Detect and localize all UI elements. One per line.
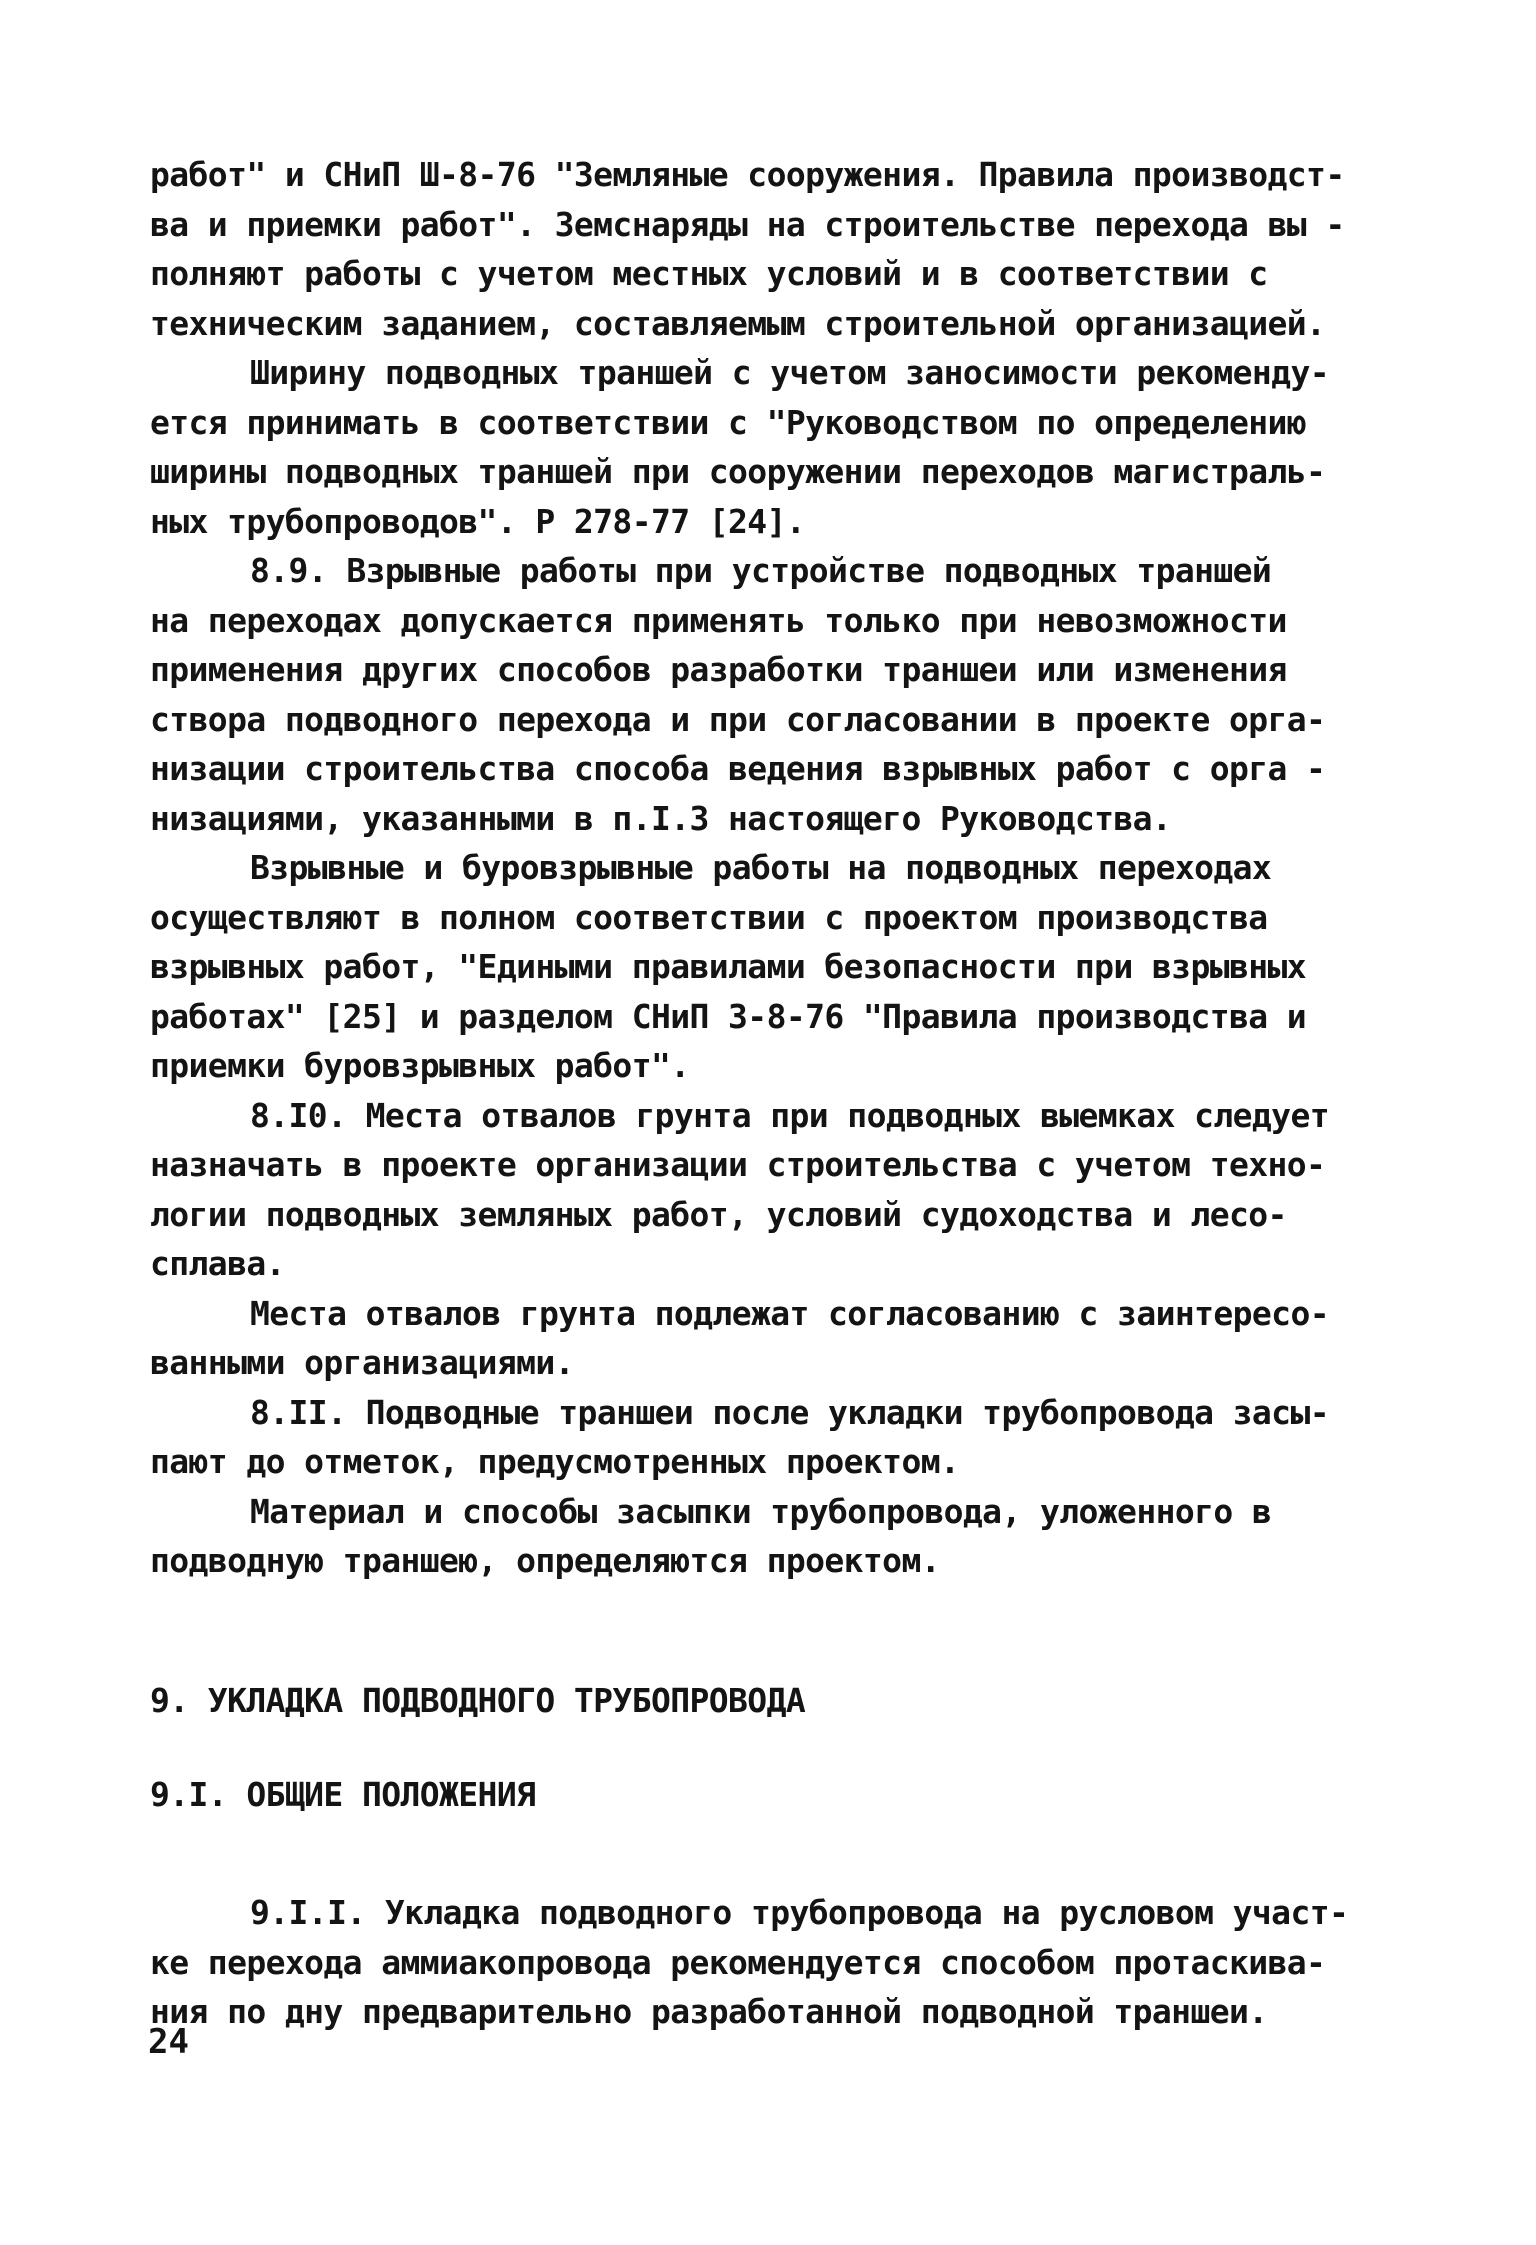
section-heading: 9. УКЛАДКА ПОДВОДНОГО ТРУБОПРОВОДА: [150, 1681, 806, 1720]
text-line: ширины подводных траншей при сооружении переходов магистраль-: [150, 452, 1326, 491]
text-line: Взрывные и буровзрывные работы на подводных переходах: [250, 848, 1272, 887]
text-line: осуществляют в полном соответствии с проектом производства: [150, 897, 1268, 937]
text-line: Ширину подводных траншей с учетом заносимости рекоменду-: [250, 353, 1329, 392]
text-line: створа подводного перехода и при согласовании в проекте орга-: [150, 699, 1326, 739]
text-line: Материал и способы засыпки трубопровода, уложенного в: [250, 1491, 1272, 1531]
text-line: приемки буровзрывных работ".: [150, 1046, 690, 1085]
body-text-block: [150, 150, 1400, 1586]
text-line: Места отвалов грунта подлежат согласованию с заинтересо-: [250, 1293, 1329, 1333]
text-line: ванными организациями.: [150, 1343, 574, 1382]
text-line: ется принимать в соответствии с "Руководством по определению: [150, 402, 1307, 442]
text-line: пают до отметок, предусмотренных проектом.: [150, 1442, 960, 1481]
text-line: низации строительства способа ведения взрывных работ с орга -: [150, 749, 1326, 788]
text-line: 8.II. Подводные траншеи после укладки трубопровода засы-: [250, 1392, 1329, 1432]
text-line: применения других способов разработки траншеи или изменения: [150, 650, 1287, 689]
text-line: взрывных работ, "Едиными правилами безопасности при взрывных: [150, 947, 1307, 986]
text-line: сплава.: [150, 1244, 285, 1283]
text-line: работ" и СНиП Ш-8-76 "Земляные сооружения. Правила производст-: [150, 155, 1345, 194]
text-line: логии подводных земляных работ, условий судоходства и лесо-: [150, 1194, 1287, 1234]
text-line: ных трубопроводов". Р 278-77 [24].: [150, 501, 806, 541]
text-line: ния по дну предварительно разработанной подводной траншеи.: [150, 1992, 1268, 2031]
text-line: техническим заданием, составляемым строительной организацией.: [150, 303, 1326, 343]
subsection-heading: 9.I. ОБЩИЕ ПОЛОЖЕНИЯ: [150, 1775, 536, 1814]
text-line: 9.I.I. Укладка подводного трубопровода на русловом участ-: [250, 1893, 1349, 1932]
text-line: 8.I0. Места отвалов грунта при подводных выемках следует: [250, 1095, 1329, 1135]
text-line: на переходах допускается применять только при невозможности: [150, 600, 1287, 640]
text-line: низациями, указанными в п.I.3 настоящего Руководства.: [150, 798, 1172, 838]
section-text-block: [150, 1888, 1400, 2037]
text-line: полняют работы с учетом местных условий и в соответствии с: [150, 254, 1268, 293]
text-line: подводную траншею, определяются проектом.: [150, 1541, 940, 1580]
page-number: 24: [148, 2022, 189, 2062]
text-line: назначать в проекте организации строительства с учетом техно-: [150, 1145, 1326, 1184]
text-line: ке перехода аммиакопровода рекомендуется способом протаскива-: [150, 1942, 1326, 1982]
text-line: работах" [25] и разделом СНиП 3-8-76 "Правила производства и: [150, 996, 1307, 1036]
text-line: ва и приемки работ". Земснаряды на строительстве перехода вы -: [150, 204, 1345, 244]
text-line: 8.9. Взрывные работы при устройстве подводных траншей: [250, 551, 1272, 590]
